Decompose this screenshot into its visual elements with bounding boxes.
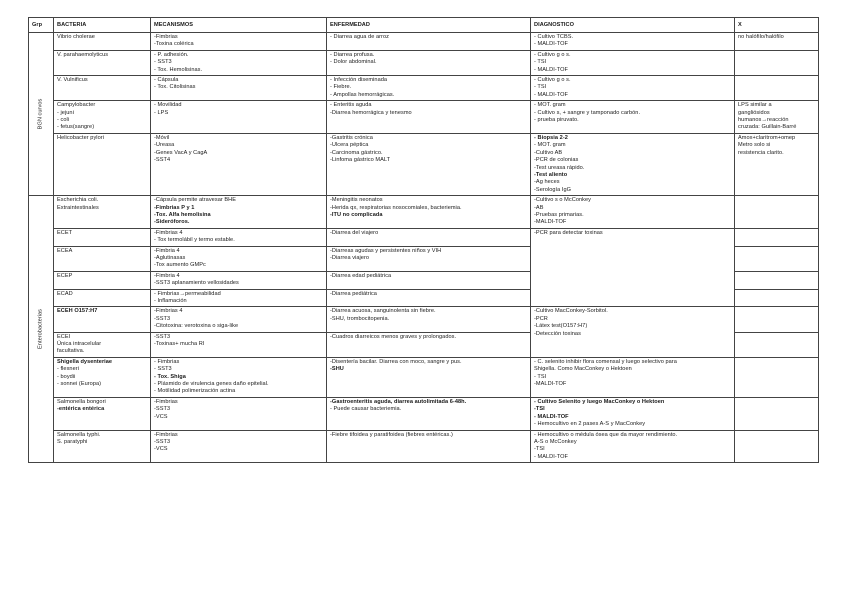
cell-line: - MALDI-TOF	[534, 453, 569, 460]
cell-line: gangliósidos	[738, 109, 770, 116]
cell-mecanismos	[151, 76, 327, 101]
cell-line: ECEP	[57, 272, 73, 279]
cell-bacteria	[54, 246, 151, 271]
table-row	[29, 430, 819, 463]
cell-line: - MALDI-TOF	[534, 41, 569, 48]
cell-line: -Linfoma gástrico MALT	[330, 157, 391, 164]
cell-diagnostico	[531, 133, 735, 195]
cell-mecanismos	[151, 357, 327, 397]
cell-enfermedad	[327, 33, 531, 51]
cell-line: -Diarrea del viajero	[330, 229, 379, 236]
cell-mecanismos	[151, 430, 327, 463]
cell-line: - TSI	[534, 84, 547, 91]
table-row	[29, 397, 819, 430]
cell-enfermedad	[327, 307, 531, 332]
cell-line: - MALDI-TOF	[534, 413, 569, 420]
cell-enfermedad	[327, 196, 531, 229]
cell-line: -SST3 aplanamiento vellosidades	[154, 280, 239, 287]
cell-line: - MOT. gram	[534, 142, 566, 149]
cell-x	[735, 289, 819, 307]
cell-line: -SST3	[154, 438, 171, 445]
cell-line: Única intracelular	[57, 341, 102, 348]
cell-line: - Movilidad	[154, 102, 182, 109]
cell-enfermedad	[327, 430, 531, 463]
header-grp: Grp	[29, 18, 54, 33]
cell-mecanismos	[151, 133, 327, 195]
table-row	[29, 50, 819, 75]
table-row	[29, 101, 819, 134]
cell-mecanismos	[151, 246, 327, 271]
cell-line: -Tox. Alfa hemolisina	[154, 211, 211, 218]
cell-line: - Motilidad polimerización actina	[154, 388, 236, 395]
cell-line: - Cultivo s, + sangre y tamponado carbón.	[534, 109, 641, 116]
cell-line: S. paratyphi	[57, 438, 88, 445]
cell-line: -Diarrea pediátrica	[330, 290, 377, 297]
cell-line: -Aglutinasas	[154, 254, 186, 261]
cell-line: - Hemocultivo en 2 pases A-S y MacConkey	[534, 421, 646, 428]
cell-line: -Cultivo AB	[534, 149, 563, 156]
cell-mecanismos	[151, 196, 327, 229]
cell-bacteria	[54, 289, 151, 307]
cell-enfermedad	[327, 332, 531, 357]
cell-line: -Cultivo s o McConkey	[534, 197, 592, 204]
cell-line: ECEI	[57, 333, 71, 340]
table-row	[29, 307, 819, 332]
cell-line: -AB	[534, 204, 544, 211]
cell-line: -Toxina colérica	[154, 41, 194, 48]
cell-line: -Sideróforos.	[154, 219, 190, 226]
cell-line: - Enteritis aguda	[330, 102, 372, 109]
cell-line: - Diarrea profusa.	[330, 51, 375, 58]
cell-bacteria	[54, 357, 151, 397]
cell-line: -Diarreas agudas y persistentes niños y VIH	[330, 247, 442, 254]
table-row	[29, 357, 819, 397]
cell-line: -Ag heces	[534, 179, 560, 186]
cell-enfermedad	[327, 228, 531, 246]
cell-line: - MALDI-TOF	[534, 66, 569, 73]
cell-mecanismos	[151, 332, 327, 357]
cell-line: - prueba piruvato.	[534, 117, 579, 124]
cell-line: -Fimbrias	[154, 431, 178, 438]
cell-mecanismos	[151, 50, 327, 75]
cell-line: - Fiebre.	[330, 84, 352, 91]
cell-line: Shigella dysenteriae	[57, 358, 113, 365]
cell-diagnostico	[531, 33, 735, 51]
cell-diagnostico	[531, 228, 735, 307]
table-row	[29, 133, 819, 195]
cell-line: - Fimbrias→permeabilidad	[154, 290, 221, 297]
cell-line: -Fimbria 4	[154, 247, 180, 254]
cell-line: A-S o McConkey	[534, 438, 577, 445]
cell-line: - C. selenito inhibir flora comensal y luego selectivo para	[534, 358, 677, 365]
cell-enfermedad	[327, 76, 531, 101]
cell-line: - TSI	[534, 373, 547, 380]
cell-line: -Citotoxina: verotoxina o siga-like	[154, 323, 239, 330]
cell-line: -Látex test(O157:H7)	[534, 323, 588, 330]
cell-line: -Diarrea edad pediátrica	[330, 272, 392, 279]
cell-line: -VCS	[154, 446, 168, 453]
cell-line: -Test aliento	[534, 171, 568, 178]
cell-line: - boydii	[57, 373, 76, 380]
cell-line: -MALDI-TOF	[534, 219, 567, 226]
cell-line: - Infección diseminada	[330, 77, 388, 84]
cell-line: -Cuadros diarreicos menos graves y prolongados.	[330, 333, 457, 340]
cell-line: - Fimbrias	[154, 358, 180, 365]
cell-line: Campylobacter	[57, 102, 96, 109]
cell-line: -TSI	[534, 446, 545, 453]
cell-enfermedad	[327, 357, 531, 397]
cell-line: -Ureasa	[154, 142, 175, 149]
cell-line: V. Vulnificus	[57, 77, 88, 84]
header-enfermedad: ENFERMEDAD	[327, 18, 531, 33]
cell-line: - flexneri	[57, 366, 79, 373]
cell-diagnostico	[531, 101, 735, 134]
cell-line: -SST3	[154, 406, 171, 413]
cell-line: - MALDI-TOF	[534, 91, 569, 98]
cell-line: Metro solo si	[738, 142, 771, 149]
cell-line: -entérica entérica	[57, 406, 105, 413]
cell-bacteria	[54, 76, 151, 101]
group-label: Enterobacterias	[37, 309, 44, 350]
cell-line: no halófilo/halófilo	[738, 34, 784, 40]
cell-line: -Carcinoma gástrico.	[330, 149, 383, 156]
cell-enfermedad	[327, 133, 531, 195]
cell-diagnostico	[531, 76, 735, 101]
cell-line: - Puede causar bacteriemia.	[330, 406, 402, 413]
cell-line: -Gastroenteritis aguda, diarrea autolimitada 6-48h.	[330, 398, 467, 405]
cell-x	[735, 133, 819, 195]
cell-x	[735, 33, 819, 51]
group-cell	[29, 196, 54, 463]
cell-line: - Dolor abdominal.	[330, 59, 377, 66]
header-diagnostico: DIAGNOSTICO	[531, 18, 735, 33]
cell-line: -Meningitis neonatos	[330, 197, 383, 204]
table-row	[29, 76, 819, 101]
cell-line: - coli	[57, 117, 70, 124]
cell-mecanismos	[151, 289, 327, 307]
cell-bacteria	[54, 133, 151, 195]
cell-line: - Tox. Shiga	[154, 373, 186, 380]
cell-line: -Fimbrias	[154, 34, 178, 40]
cell-x	[735, 271, 819, 289]
cell-line: -VCS	[154, 413, 168, 420]
cell-line: - Ampollas hemorrágicas.	[330, 91, 395, 98]
cell-enfermedad	[327, 50, 531, 75]
cell-mecanismos	[151, 397, 327, 430]
cell-x	[735, 76, 819, 101]
cell-mecanismos	[151, 33, 327, 51]
cell-line: -Diarrea hemorrágica y tenesmo	[330, 109, 412, 116]
cell-line: - Biopsia 2-2	[534, 134, 568, 141]
table-row	[29, 228, 819, 246]
cell-line: - sonnei (Europa)	[57, 381, 102, 388]
group-label: BGN curvos	[37, 98, 44, 130]
cell-line: -PCR de colonias	[534, 157, 579, 164]
cell-line: Salmonella typhi.	[57, 431, 101, 438]
cell-line: -SST4	[154, 157, 171, 164]
cell-line: ECEH O157:H7	[57, 308, 98, 315]
cell-line: -Fimbrias P y 1	[154, 204, 195, 211]
table-body	[29, 33, 819, 463]
cell-mecanismos	[151, 228, 327, 246]
cell-line: - Inflamación	[154, 298, 187, 304]
cell-x	[735, 50, 819, 75]
cell-line: Vibrio cholerae	[57, 34, 95, 40]
cell-line: -Toxinas+ mucha RI	[154, 341, 205, 348]
cell-diagnostico	[531, 196, 735, 229]
cell-line: - MOT. gram	[534, 102, 566, 109]
cell-line: - Tox. Citolisinas	[154, 84, 196, 91]
cell-line: -Diarrea acuosa, sanguinolenta sin fiebre.	[330, 308, 436, 315]
cell-line: - Cultivo g o s.	[534, 77, 571, 84]
cell-enfermedad	[327, 271, 531, 289]
cell-line: -Tox aumento GMPc	[154, 262, 206, 269]
cell-line: ECAD	[57, 290, 73, 297]
cell-line: -SHU, trombocitopenia.	[330, 315, 390, 322]
cell-line: -Serología IgG	[534, 186, 572, 193]
cell-line: -Fimbrias	[154, 398, 178, 405]
cell-line: resistencia clarito.	[738, 149, 784, 156]
cell-x	[735, 228, 819, 246]
cell-line: -Fimbrias 4	[154, 229, 183, 236]
cell-line: ECET	[57, 229, 73, 236]
cell-line: Extraintestinales	[57, 204, 99, 211]
cell-line: - P. adhesión.	[154, 51, 189, 58]
cell-line: humanos→reacción	[738, 117, 789, 124]
cell-line: -Fimbria 4	[154, 272, 180, 279]
cell-line: - Cultivo g o s.	[534, 51, 571, 58]
cell-line: -Ulcera péptica	[330, 142, 369, 149]
cell-line: -Cápsula permite atravesar BHE	[154, 197, 237, 204]
cell-enfermedad	[327, 101, 531, 134]
cell-line: - Cultivo TCBS.	[534, 34, 574, 40]
cell-bacteria	[54, 101, 151, 134]
cell-line: Amox+claritrom+omep	[738, 134, 796, 141]
cell-line: - Diarrea agua de arroz	[330, 34, 389, 40]
cell-bacteria	[54, 33, 151, 51]
cell-bacteria	[54, 307, 151, 332]
cell-bacteria	[54, 50, 151, 75]
cell-diagnostico	[531, 357, 735, 397]
cell-line: facultativa.	[57, 348, 85, 355]
cell-line: - Hemocultivo o médula ósea que da mayor rendimiento.	[534, 431, 678, 438]
cell-line: -Fimbrias 4	[154, 308, 183, 315]
cell-line: - Cápsula	[154, 77, 179, 84]
cell-line: - fetus(sangre)	[57, 124, 95, 131]
cell-x	[735, 196, 819, 229]
bacteria-summary-table	[28, 17, 819, 463]
cell-enfermedad	[327, 397, 531, 430]
cell-enfermedad	[327, 289, 531, 307]
cell-line: -Gastritis crónica	[330, 134, 373, 141]
cell-mecanismos	[151, 271, 327, 289]
cell-line: Salmonella bongori	[57, 398, 106, 405]
cell-x	[735, 101, 819, 134]
table-row	[29, 33, 819, 51]
cell-diagnostico	[531, 307, 735, 357]
cell-line: -Detección toxinas	[534, 330, 581, 337]
cell-bacteria	[54, 397, 151, 430]
cell-line: ECEA	[57, 247, 73, 254]
cell-x	[735, 246, 819, 271]
cell-line: cruzada: Guillain-Barré	[738, 124, 797, 131]
cell-line: -TSI	[534, 406, 545, 413]
cell-bacteria	[54, 430, 151, 463]
cell-line: Helicobacter pylori	[57, 134, 104, 141]
cell-line: - SST3	[154, 366, 172, 373]
cell-diagnostico	[531, 430, 735, 463]
cell-line: -Móvil	[154, 134, 170, 141]
cell-x	[735, 307, 819, 332]
cell-line: - SST3	[154, 59, 172, 66]
cell-x	[735, 357, 819, 397]
cell-line: V. parahaemolyticus	[57, 51, 109, 58]
cell-line: LPS similar a	[738, 102, 772, 109]
cell-line: -Test ureasa rápido.	[534, 164, 585, 171]
group-cell	[29, 33, 54, 196]
cell-line: - TSI	[534, 59, 547, 66]
cell-line: - Tox termolábil y termo estable.	[154, 237, 235, 244]
cell-line: -Fiebre tifoidea y paratifoidea (fiebres entéricas.)	[330, 431, 453, 438]
cell-mecanismos	[151, 307, 327, 332]
cell-x	[735, 430, 819, 463]
cell-line: Escherichia coli.	[57, 197, 99, 204]
cell-line: -Pruebas primarias.	[534, 211, 584, 218]
cell-line: -MALDI-TOF	[534, 381, 567, 388]
header-x: X	[735, 18, 819, 33]
cell-bacteria	[54, 228, 151, 246]
header-mecanismos: MECANISMOS	[151, 18, 327, 33]
cell-x	[735, 332, 819, 357]
cell-bacteria	[54, 332, 151, 357]
cell-mecanismos	[151, 101, 327, 134]
header-row	[29, 18, 819, 33]
cell-enfermedad	[327, 246, 531, 271]
table-row	[29, 196, 819, 229]
cell-line: -ITU no complicada	[330, 211, 383, 218]
cell-line: -SHU	[330, 366, 344, 373]
header-bacteria: BACTERIA	[54, 18, 151, 33]
cell-diagnostico	[531, 397, 735, 430]
cell-line: -Disentería bacilar. Diarrea con moco, sangre y pus.	[330, 358, 462, 365]
cell-line: - Plásmido de virulencia genes daño epitelial.	[154, 381, 269, 388]
cell-line: - LPS	[154, 109, 169, 116]
cell-line: -Herida qx, respiratorias nosocomiales, bacteriemia.	[330, 204, 462, 211]
cell-line: - Cultivo Selenito y luego MacConkey o Hektoen	[534, 398, 665, 405]
cell-bacteria	[54, 271, 151, 289]
cell-line: -SST3	[154, 333, 171, 340]
cell-line: -Genes VacA y CagA	[154, 149, 208, 156]
cell-line: - Tox. Hemolisinas.	[154, 66, 203, 73]
cell-line: -SST3	[154, 315, 171, 322]
cell-line: Shigella. Como MacConkey o Hektoen	[534, 366, 632, 373]
cell-line: - jejuni	[57, 109, 74, 116]
cell-line: -PCR para detectar toxinas	[534, 229, 603, 236]
cell-line: -Diarrea viajero	[330, 254, 370, 261]
cell-bacteria	[54, 196, 151, 229]
cell-diagnostico	[531, 50, 735, 75]
cell-line: -PCR	[534, 315, 548, 322]
cell-line: -Cultivo MacConkey-Sorbitol.	[534, 308, 608, 315]
cell-x	[735, 397, 819, 430]
